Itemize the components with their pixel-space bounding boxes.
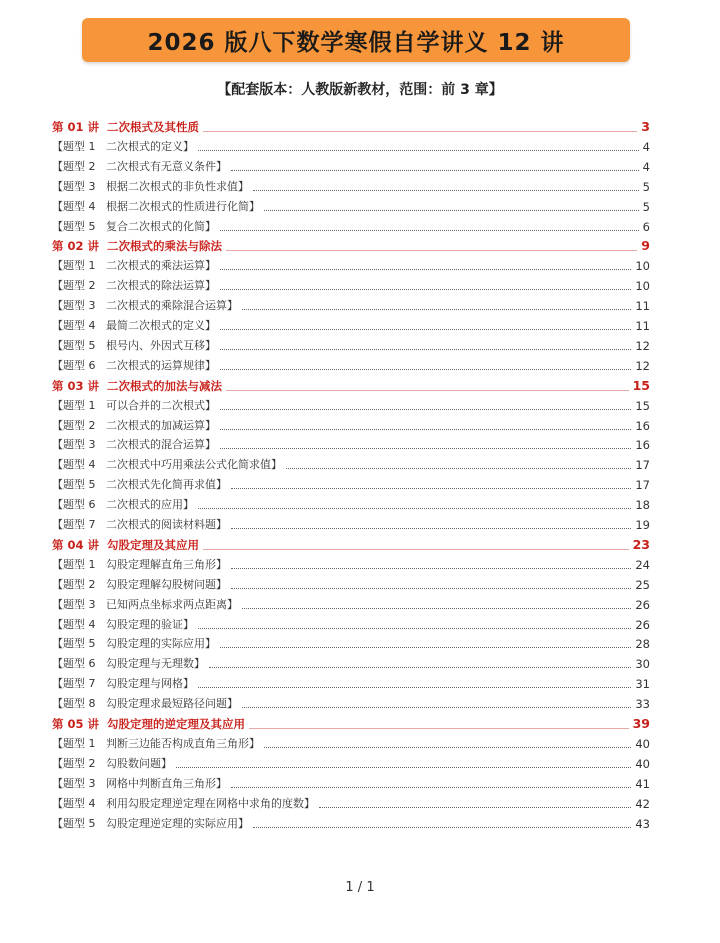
- toc-entry-page: 42: [635, 796, 650, 811]
- toc-item-entry[interactable]: [52, 814, 650, 832]
- dot-leader: [242, 309, 631, 310]
- toc-item-entry[interactable]: [52, 734, 650, 752]
- toc-entry-page: 5: [642, 199, 650, 214]
- toc-entry-page: 12: [635, 358, 650, 373]
- toc-entry-label: 【题型 2 二次根式有无意义条件】: [52, 159, 227, 173]
- toc-item-entry[interactable]: [52, 794, 650, 812]
- toc-entry-page: 3: [641, 119, 650, 134]
- toc-chapter-entry[interactable]: [52, 376, 650, 394]
- toc-entry-label: 【题型 3 已知两点坐标求两点距离】: [52, 597, 238, 611]
- title-banner: [82, 18, 630, 62]
- toc-entry-label: 【题型 7 二次根式的阅读材料题】: [52, 518, 227, 531]
- dot-leader: [220, 369, 631, 370]
- toc-entry-page: 39: [632, 716, 650, 731]
- toc-entry-page: 12: [635, 338, 650, 353]
- toc-entry-label: 【题型 6 勾股定理与无理数】: [52, 657, 205, 671]
- dot-leader: [220, 269, 631, 270]
- toc-entry-page: 43: [635, 816, 650, 831]
- toc-entry-label: 【题型 1 二次根式的定义】: [52, 139, 194, 153]
- toc-item-entry[interactable]: [52, 754, 650, 772]
- dot-leader: [242, 608, 631, 609]
- toc-entry-label: 【题型 4 利用勾股定理逆定理在网格中求角的度数】: [52, 796, 315, 810]
- toc-entry-page: 15: [635, 398, 650, 413]
- dot-leader: [198, 628, 631, 629]
- dot-leader: [231, 588, 631, 589]
- toc-entry-label: 【题型 1 判断三边能否构成直角三角形】: [52, 736, 260, 750]
- dot-leader: [231, 787, 631, 788]
- toc-entry-page: 4: [642, 159, 650, 174]
- dot-leader: [253, 190, 639, 191]
- toc-item-entry[interactable]: [52, 674, 650, 692]
- toc-chapter-entry[interactable]: [52, 236, 650, 254]
- dot-leader: [203, 131, 637, 132]
- toc-entry-page: 6: [642, 219, 650, 234]
- toc-item-entry[interactable]: [52, 654, 650, 672]
- dot-leader: [220, 448, 631, 449]
- toc-item-entry[interactable]: [52, 336, 650, 354]
- toc-item-entry[interactable]: [52, 555, 650, 573]
- toc-item-entry[interactable]: [52, 595, 650, 613]
- toc-entry-page: 9: [641, 238, 650, 254]
- dot-leader: [226, 390, 629, 391]
- toc-entry-page: 4: [642, 139, 650, 154]
- toc-entry-page: 31: [635, 677, 650, 692]
- toc-item-entry[interactable]: [52, 356, 650, 374]
- toc-entry-label: 【题型 4 二次根式中巧用乘法公式化简求值】: [52, 458, 282, 472]
- dot-leader: [176, 767, 631, 768]
- toc-entry-page: 23: [632, 536, 650, 552]
- dot-leader: [220, 409, 631, 410]
- toc-entry-label: 【题型 2 勾股定理解勾股树问题】: [52, 577, 227, 591]
- toc-entry-label: 【题型 5 勾股定理逆定理的实际应用】: [52, 816, 249, 830]
- dot-leader: [231, 488, 631, 489]
- toc-chapter-entry[interactable]: [52, 714, 650, 732]
- toc-entry-label: 【题型 6 二次根式的应用】: [52, 498, 194, 512]
- toc-entry-page: 17: [635, 458, 650, 473]
- toc-item-entry[interactable]: [52, 774, 650, 792]
- toc-item-entry[interactable]: [52, 316, 650, 334]
- dot-leader: [319, 807, 631, 808]
- dot-leader: [286, 468, 631, 469]
- toc-entry-label: 【题型 3 二次根式的混合运算】: [52, 438, 216, 452]
- toc-entry-label: 【题型 6 二次根式的运算规律】: [52, 358, 216, 372]
- toc-item-entry[interactable]: [52, 217, 650, 235]
- toc-entry-page: 16: [635, 418, 650, 433]
- toc-entry-label: 【题型 5 二次根式先化简再求值】: [52, 478, 227, 492]
- toc-item-entry[interactable]: [52, 157, 650, 175]
- toc-entry-label: 【题型 5 根号内、外因式互移】: [52, 338, 216, 352]
- dot-leader: [231, 528, 631, 529]
- toc-entry-page: 16: [635, 438, 650, 453]
- dot-leader: [253, 827, 631, 828]
- toc-entry-label: 第 04 讲 勾股定理及其应用: [52, 537, 200, 552]
- toc-entry-label: 【题型 8 勾股定理求最短路径问题】: [52, 697, 238, 711]
- toc-entry-label: 第 01 讲 二次根式及其性质: [52, 120, 200, 134]
- toc-entry-label: 【题型 3 根据二次根式的非负性求值】: [52, 179, 249, 193]
- toc-entry-page: 26: [635, 597, 650, 612]
- dot-leader: [198, 687, 631, 688]
- toc-entry-page: 10: [635, 259, 650, 274]
- toc-entry-page: 15: [632, 377, 650, 393]
- dot-leader: [231, 568, 631, 569]
- page-title: 2026 版八下数学寒假自学讲义 12 讲: [147, 29, 565, 56]
- toc-entry-label: 【题型 1 可以合并的二次根式】: [52, 398, 216, 412]
- dot-leader: [249, 728, 629, 729]
- toc-entry-page: 11: [635, 319, 650, 333]
- toc-entry-label: 【题型 2 二次根式的除法运算】: [52, 279, 216, 293]
- toc-entry-label: 【题型 2 二次根式的加减运算】: [52, 418, 216, 432]
- toc-item-entry[interactable]: [52, 634, 650, 652]
- subtitle: 【配套版本：人教版新教材，范围：前 3 章】: [217, 82, 503, 98]
- dot-leader: [220, 349, 631, 350]
- toc-entry-page: 33: [635, 697, 650, 712]
- toc-entry-label: 第 05 讲 勾股定理的逆定理及其应用: [52, 717, 246, 731]
- dot-leader: [220, 289, 631, 290]
- toc-entry-label: 【题型 1 勾股定理解直角三角形】: [52, 557, 227, 571]
- dot-leader: [242, 707, 631, 708]
- toc-item-entry[interactable]: [52, 296, 650, 314]
- dot-leader: [264, 210, 639, 211]
- toc-entry-label: 【题型 1 二次根式的乘法运算】: [52, 259, 216, 273]
- dot-leader: [220, 329, 631, 330]
- toc-item-entry[interactable]: [52, 575, 650, 593]
- toc-item-entry[interactable]: [52, 615, 650, 633]
- toc-entry-page: 40: [635, 736, 650, 751]
- dot-leader: [226, 250, 637, 251]
- toc-item-entry[interactable]: [52, 455, 650, 473]
- toc-entry-label: 【题型 5 勾股定理的实际应用】: [52, 637, 216, 651]
- toc-chapter-entry[interactable]: [52, 117, 650, 135]
- dot-leader: [220, 647, 631, 648]
- toc-item-entry[interactable]: [52, 396, 650, 414]
- toc-entry-label: 【题型 2 勾股数问题】: [52, 756, 172, 770]
- toc-item-entry[interactable]: [52, 197, 650, 215]
- toc-entry-page: 17: [635, 478, 650, 493]
- toc-entry-label: 第 03 讲 二次根式的加法与减法: [52, 378, 223, 393]
- toc-entry-label: 【题型 4 根据二次根式的性质进行化简】: [52, 199, 260, 213]
- toc-item-entry[interactable]: [52, 495, 650, 513]
- toc-entry-page: 41: [635, 776, 650, 791]
- toc-item-entry[interactable]: [52, 276, 650, 294]
- toc-entry-label: 【题型 4 勾股定理的验证】: [52, 617, 194, 631]
- dot-leader: [198, 508, 631, 509]
- toc-entry-label: 【题型 7 勾股定理与网格】: [52, 677, 194, 691]
- dot-leader: [203, 549, 629, 550]
- dot-leader: [220, 429, 631, 430]
- toc-item-entry[interactable]: [52, 515, 650, 533]
- toc-entry-page: 24: [635, 557, 650, 572]
- toc-entry-page: 11: [635, 299, 650, 314]
- toc-entry-page: 28: [635, 637, 650, 652]
- toc-item-entry[interactable]: [52, 694, 650, 712]
- toc-item-entry[interactable]: [52, 475, 650, 493]
- toc-entry-label: 第 02 讲 二次根式的乘法与除法: [52, 239, 223, 254]
- toc-entry-page: 40: [635, 756, 650, 771]
- toc-entry-label: 【题型 4 最简二次根式的定义】: [52, 319, 216, 332]
- toc-entry-page: 10: [635, 279, 650, 294]
- dot-leader: [198, 150, 639, 151]
- toc-item-entry[interactable]: [52, 435, 650, 453]
- toc-entry-page: 30: [635, 657, 650, 672]
- toc-entry-label: 【题型 3 网格中判断直角三角形】: [52, 776, 227, 790]
- toc-item-entry[interactable]: [52, 416, 650, 434]
- dot-leader: [231, 170, 639, 171]
- toc-item-entry[interactable]: [52, 256, 650, 274]
- toc-item-entry[interactable]: [52, 177, 650, 195]
- dot-leader: [264, 747, 631, 748]
- toc-entry-label: 【题型 5 复合二次根式的化简】: [52, 219, 216, 233]
- toc-entry-page: 19: [635, 518, 650, 532]
- dot-leader: [220, 230, 639, 231]
- toc-entry-page: 26: [635, 617, 650, 632]
- toc-entry-page: 5: [642, 179, 650, 194]
- toc-entry-page: 25: [635, 577, 650, 592]
- dot-leader: [209, 667, 631, 668]
- toc-chapter-entry[interactable]: [52, 535, 650, 553]
- toc-entry-label: 【题型 3 二次根式的乘除混合运算】: [52, 299, 238, 313]
- toc-entry-page: 18: [635, 498, 650, 513]
- toc-item-entry[interactable]: [52, 137, 650, 155]
- page-number: 1 / 1: [345, 880, 375, 895]
